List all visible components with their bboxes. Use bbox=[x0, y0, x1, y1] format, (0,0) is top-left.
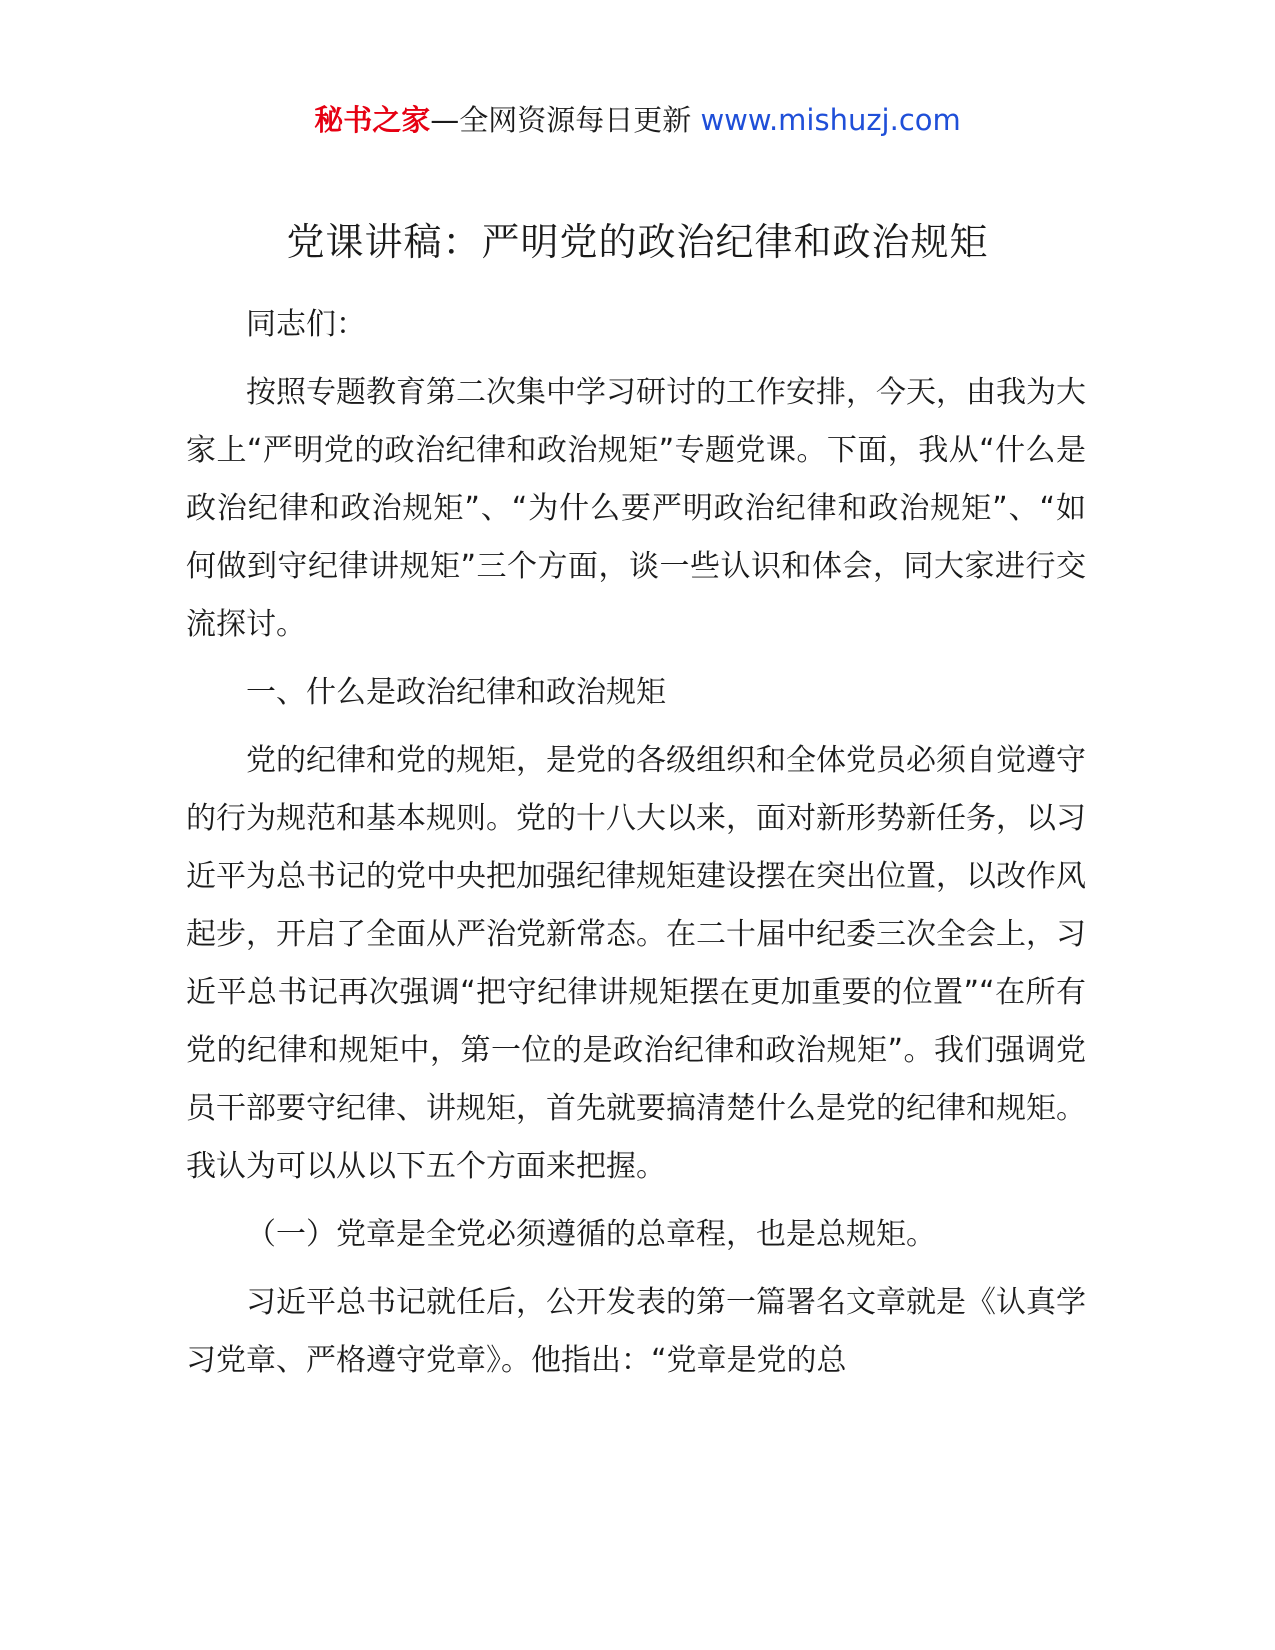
site-brand: 秘书之家 bbox=[314, 103, 431, 137]
site-url[interactable]: www.mishuzj.com bbox=[700, 103, 961, 137]
paragraph-subsection-1: 习近平总书记就任后，公开发表的第一篇署名文章就是《认真学习党章、严格遵守党章》。他指出：“党章是党的总 bbox=[186, 1285, 1086, 1378]
paragraph-intro: 按照专题教育第二次集中学习研讨的工作安排，今天，由我为大家上“严明党的政治纪律和政治规矩”专题党课。下面，我从“什么是政治纪律和政治规矩”、“为什么要严明政治纪律和政治规矩”、“如何做到守纪律讲规矩”三个方面，谈一些认识和体会，同大家进行交流探讨。 bbox=[186, 375, 1086, 642]
subsection-heading-1: （一）党章是全党必须遵循的总章程，也是总规矩。 bbox=[246, 1217, 936, 1252]
site-header bbox=[0, 100, 1275, 140]
document-body bbox=[186, 296, 1086, 1400]
site-tagline: —全网资源每日更新 bbox=[430, 103, 692, 137]
salutation: 同志们： bbox=[246, 307, 366, 342]
paragraph-section-1: 党的纪律和党的规矩，是党的各级组织和全体党员必须自觉遵守的行为规范和基本规则。党的十八大以来，面对新形势新任务，以习近平为总书记的党中央把加强纪律规矩建设摆在突出位置，以改作风起步，开启了全面从严治党新常态。在二十届中纪委三次全会上，习近平总书记再次强调“把守纪律讲规矩摆在更加重要的位置”“在所有党的纪律和规矩中，第一位的是政治纪律和政治规矩”。我们强调党员干部要守纪律、讲规矩，首先就要搞清楚什么是党的纪律和规矩。我认为可以从以下五个方面来把握。 bbox=[186, 743, 1086, 1184]
document-title: 党课讲稿：严明党的政治纪律和政治规矩 bbox=[286, 220, 989, 264]
section-heading-1: 一、什么是政治纪律和政治规矩 bbox=[246, 675, 666, 710]
